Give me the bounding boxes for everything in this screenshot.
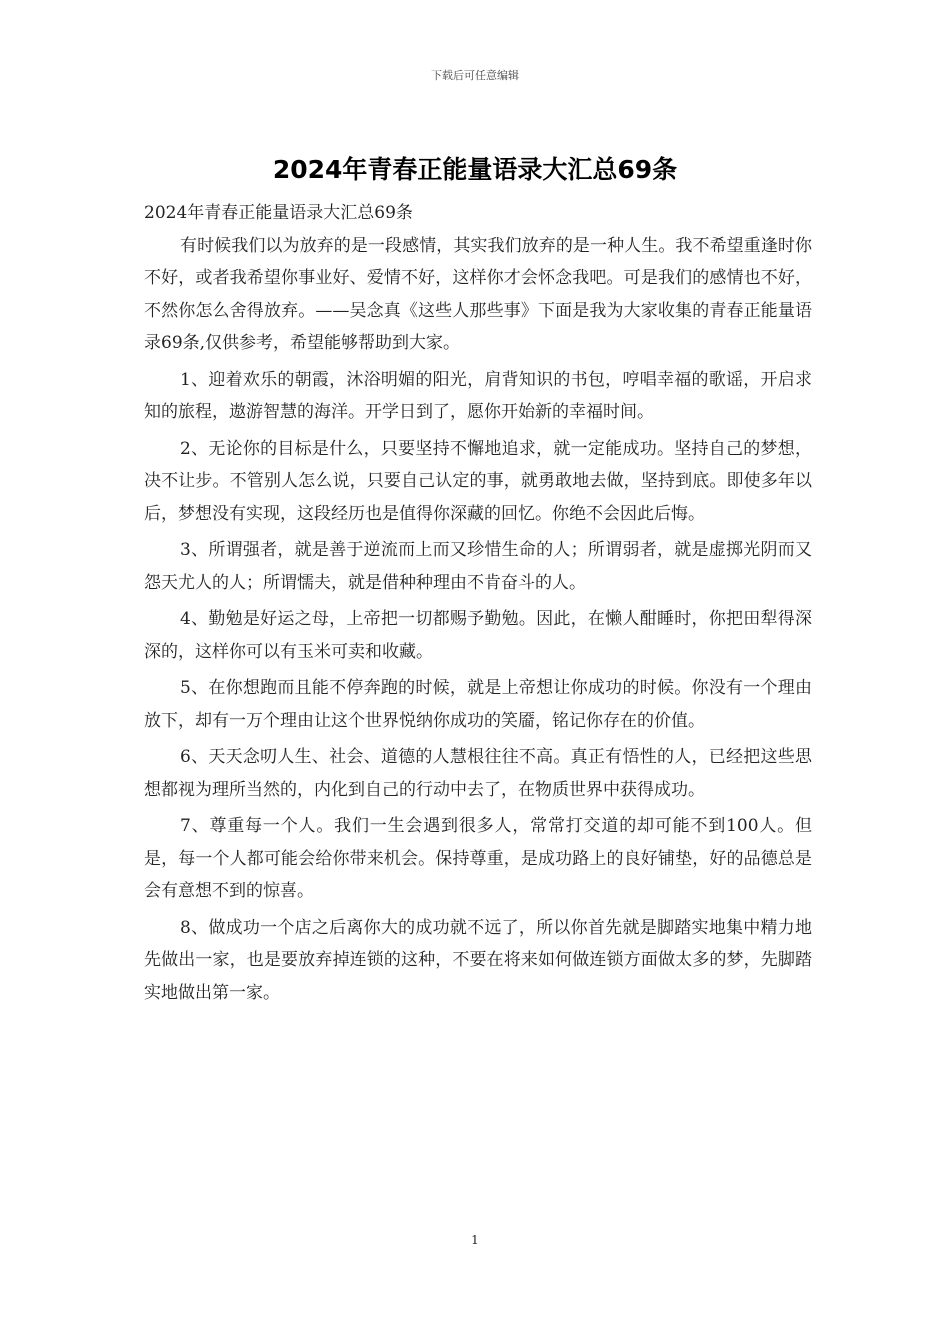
document-title: 2024年青春正能量语录大汇总69条 [272,155,678,184]
paragraph-quote-6: 6、天天念叨人生、社会、道德的人慧根往往不高。真正有悟性的人，已经把这些思想都视为理所当然的，内化到自己的行动中去了，在物质世界中获得成功。 [144,747,812,800]
page-number: 1 [471,1233,479,1247]
paragraph-quote-1: 1、迎着欢乐的朝霞，沐浴明媚的阳光，肩背知识的书包，哼唱幸福的歌谣，开启求知的旅程，遨游智慧的海洋。开学日到了，愿你开始新的幸福时间。 [144,369,812,422]
document-subtitle: 2024年青春正能量语录大汇总69条 [144,203,413,223]
paragraph-quote-3: 3、所谓强者，就是善于逆流而上而又珍惜生命的人；所谓弱者，就是虚掷光阴而又怨天尤人的人；所谓懦夫，就是借种种理由不肯奋斗的人。 [144,540,812,593]
paragraph-quote-2: 2、无论你的目标是什么，只要坚持不懈地追求，就一定能成功。坚持自己的梦想，决不让步。不管别人怎么说，只要自己认定的事，就勇敢地去做，坚持到底。即使多年以后，梦想没有实现，这段经历也是值得你深藏的回忆。你绝不会因此后悔。 [144,438,812,524]
paragraph-quote-5: 5、在你想跑而且能不停奔跑的时候，就是上帝想让你成功的时候。你没有一个理由放下，却有一万个理由让这个世界悦纳你成功的笑靥，铭记你存在的价值。 [144,678,812,731]
paragraph-quote-4: 4、勤勉是好运之母，上帝把一切都赐予勤勉。因此，在懒人酣睡时，你把田犁得深深的，这样你可以有玉米可卖和收藏。 [144,609,812,662]
paragraph-quote-7: 7、尊重每一个人。我们一生会遇到很多人，常常打交道的却可能不到100人。但是，每一个人都可能会给你带来机会。保持尊重，是成功路上的良好铺垫，好的品德总是会有意想不到的惊喜。 [144,816,812,901]
paragraph-intro: 有时候我们以为放弃的是一段感情，其实我们放弃的是一种人生。我不希望重逢时你不好，或者我希望你事业好、爱情不好，这样你才会怀念我吧。可是我们的感情也不好，不然你怎么舍得放弃。——吴念真《这些人那些事》下面是我为大家收集的青春正能量语录69条,仅供参考，希望能够帮助到大家。 [144,235,812,353]
document-body [144,197,812,1013]
header-note: 下载后可任意编辑 [431,69,519,82]
paragraph-quote-8: 8、做成功一个店之后离你大的成功就不远了，所以你首先就是脚踏实地集中精力地先做出一家，也是要放弃掉连锁的这种，不要在将来如何做连锁方面做太多的梦，先脚踏实地做出第一家。 [144,917,812,1003]
